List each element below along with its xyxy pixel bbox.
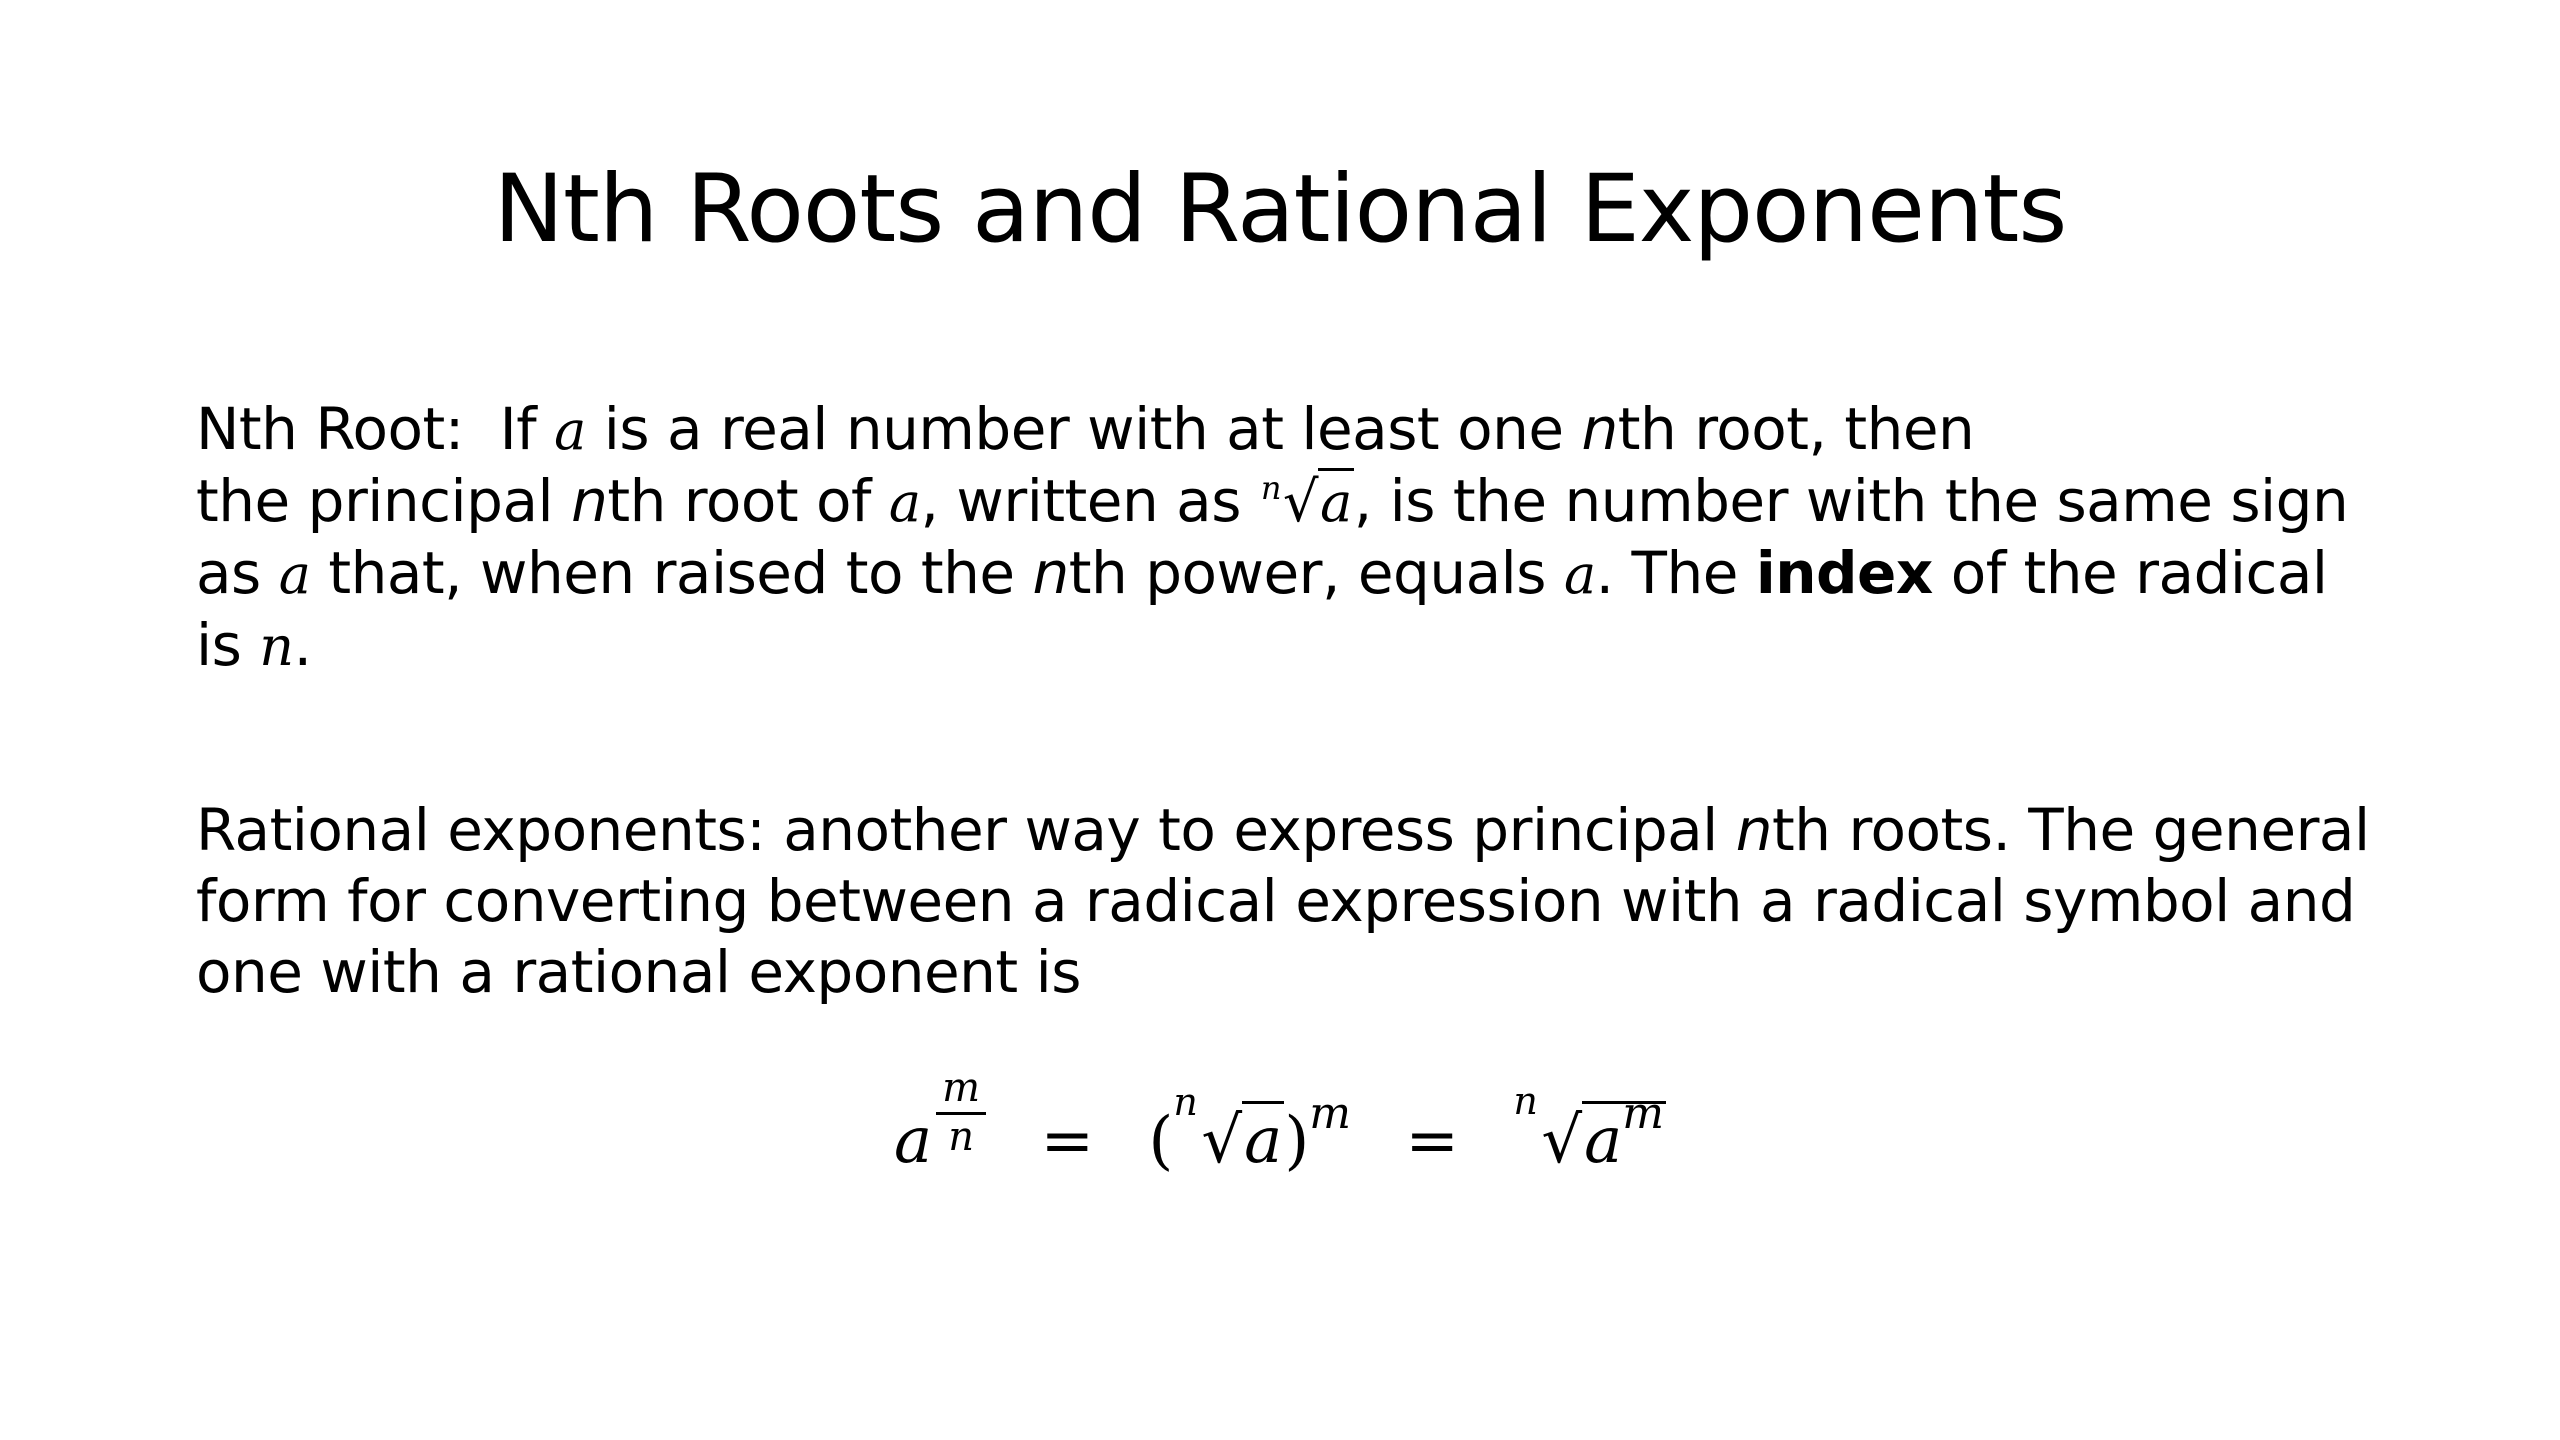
formula-base: a — [894, 1104, 933, 1178]
math-var-n: n — [1735, 796, 1772, 864]
radical-index: n — [1173, 1080, 1198, 1124]
math-var-n: n — [259, 615, 294, 678]
equals-sign: = — [1040, 1104, 1095, 1178]
math-var-n: n — [1581, 395, 1618, 463]
definition-line-4 — [196, 610, 2426, 682]
nth-root-definition — [196, 394, 2426, 682]
power-exponent: m — [1309, 1088, 1352, 1139]
text-segment: th roots. The general — [1772, 796, 2370, 864]
math-var-a: a — [554, 399, 586, 462]
radicand-base: a — [1584, 1104, 1623, 1178]
math-var-n: n — [571, 467, 608, 535]
equals-sign: = — [1405, 1104, 1459, 1178]
rational-exponents-paragraph — [196, 795, 2426, 1008]
text-segment: th root of — [607, 467, 871, 535]
definition-line-2 — [196, 466, 2426, 538]
text-segment: is — [196, 611, 242, 679]
text-segment: , written as — [920, 467, 1241, 535]
nth-root-notation — [1261, 467, 1354, 538]
rational-line-2: form for converting between a radical expression with a radical symbol and — [196, 867, 2356, 935]
nth-root-of-a-power-m — [1513, 1060, 1666, 1221]
text-segment: th power, equals — [1068, 539, 1547, 607]
text-segment: th root, then — [1617, 395, 1975, 463]
rational-exponent-formula — [0, 1060, 2560, 1221]
exponent-numerator: m — [936, 1066, 986, 1115]
fractional-exponent — [936, 1066, 986, 1159]
nth-root-label: Nth Root: — [196, 395, 464, 463]
math-var-a: a — [888, 471, 921, 534]
index-term: index — [1755, 539, 1933, 607]
radical-index: n — [1513, 1079, 1538, 1123]
math-var-a: a — [278, 543, 311, 606]
radicand — [1582, 1088, 1666, 1178]
rational-line-3: one with a rational exponent is — [196, 938, 1081, 1006]
radical-sign: √ — [1541, 1104, 1583, 1178]
text-segment: . — [293, 611, 312, 679]
text-if: If — [499, 395, 537, 463]
definition-line-1 — [196, 394, 2426, 466]
math-var-n: n — [1032, 539, 1069, 607]
radical-sign: √ — [1201, 1104, 1243, 1178]
open-paren: ( — [1148, 1104, 1174, 1178]
exponent-denominator: n — [948, 1114, 974, 1160]
radicand: a — [1318, 468, 1354, 534]
text-segment: is a real number with at least one — [603, 395, 1564, 463]
text-segment: the principal — [196, 467, 554, 535]
text-segment: of the radical — [1950, 539, 2328, 607]
radicand: a — [1242, 1101, 1284, 1178]
radical-index: n — [1260, 469, 1281, 507]
math-var-a: a — [1563, 543, 1596, 606]
text-segment: , is the number with the same sign — [1353, 467, 2349, 535]
text-segment: . The — [1595, 539, 1738, 607]
slide-title: Nth Roots and Rational Exponents — [493, 155, 2067, 264]
text-segment: that, when raised to the — [328, 539, 1015, 607]
definition-line-3 — [196, 538, 2426, 610]
text-segment: Rational exponents: another way to express principal — [196, 796, 1718, 864]
nth-root-of-a — [1173, 1061, 1284, 1221]
rational-line-1 — [196, 795, 2426, 866]
text-segment: as — [196, 539, 261, 607]
radicand-exponent: m — [1622, 1088, 1664, 1139]
radical-sign: √ — [1282, 470, 1319, 535]
close-paren: ) — [1284, 1104, 1310, 1178]
